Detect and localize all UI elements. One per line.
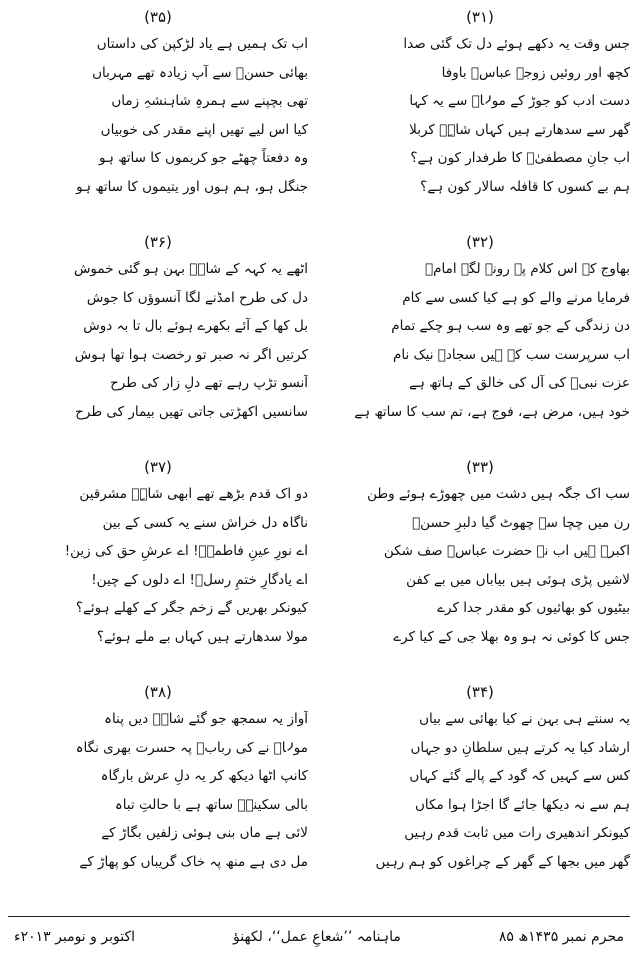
- stanza-35: [8, 6, 308, 231]
- verse-line: سب اک جگہ ہیں دشت میں چھوڑے ہوئے وطن: [367, 486, 630, 502]
- stanza-34: [330, 681, 630, 906]
- verse-line: کیونکر اندھیری رات میں ثابت قدم رہیں: [404, 825, 630, 841]
- verse-line: دن زندگی کے جو تھے وہ سب ہو چکے تمام: [391, 318, 630, 334]
- verse-line: آنسو تڑپ رہے تھے دلِ زار کی طرح: [110, 375, 308, 391]
- verse-line: خود ہیں، مرض ہے، فوج ہے، تم سب کا ساتھ ہے: [354, 403, 630, 420]
- verse-line: بیٹیوں کو بھائیوں کو مقدر جدا کرے: [437, 600, 630, 616]
- stanza-number: (۳۵): [144, 8, 172, 26]
- stanza-36: [8, 231, 308, 456]
- stanza-number: (۳۳): [466, 458, 494, 476]
- verse-line: سانسیں اکھڑتی جاتی تھیں بیمار کی طرح: [75, 403, 308, 420]
- verse-line: لاشیں پڑی ہوئی ہیں بیاباں میں بے کفن: [406, 571, 630, 588]
- verse-line: یہ سنتے ہی بہن نے کیا بھائی سے بیاں: [419, 711, 630, 727]
- verse-line: کانپ اٹھا دیکھ کر یہ دلِ عرش بارگاہ: [100, 768, 308, 784]
- right-column: [330, 6, 630, 906]
- verse-line: ہم بے کسوں کا قافلہ سالار کون ہے؟: [420, 178, 630, 195]
- verse-line: کچھ اور روئیں زوجۂ عباسؑ باوفا: [441, 64, 630, 81]
- verse-line: کرتیں اگر نہ صبر تو رخصت ہوا تھا ہوش: [74, 346, 308, 363]
- stanza-number: (۳۱): [466, 8, 494, 26]
- stanza-37: [8, 456, 308, 681]
- verse-line: گھر میں بجھا کے گھر کے چراغوں کو ہم رہیں: [375, 853, 630, 870]
- verse-line: اب جانِ مصطفیٰؐ کا طرفدار کون ہے؟: [410, 150, 630, 166]
- footer-page-number: محرم نمبر ۱۴۳۵ھ ۸۵: [498, 929, 624, 945]
- stanza-number: (۳۶): [144, 233, 172, 251]
- verse-line: اب سرپرست سب کے ہیں سجادؑ نیک نام: [393, 346, 630, 363]
- document-page: [8, 6, 630, 906]
- verse-line: بھائی حسنؑ سے آپ زیادہ تھے مہرباں: [92, 64, 308, 81]
- stanza-32: [330, 231, 630, 456]
- page-footer: [14, 922, 624, 952]
- verse-line: کس سے کہیں کہ گود کے پالے گئے کہاں: [409, 768, 630, 784]
- verse-line: دل کی طرح امڈنے لگا آنسوؤں کا جوش: [86, 289, 308, 306]
- verse-line: کیا اس لیے تھیں اپنے مقدر کی خوبیاں: [100, 121, 308, 138]
- verse-line: جس وقت یہ دکھے ہوئے دل تک گئی صدا: [403, 36, 630, 52]
- left-column: [8, 6, 308, 906]
- verse-line: لائی ہے ماں بنی ہوئی زلفیں بگاڑ کے: [101, 825, 308, 841]
- verse-line: تھی بچپنے سے ہمرہِ شاہنشہِ زماں: [111, 93, 308, 109]
- verse-line: جنگل ہو، ہم ہوں اور یتیموں کا ساتھ ہو: [76, 178, 308, 195]
- verse-line: دو اک قدم بڑھے تھے ابھی شاہِؑ مشرقین: [79, 486, 308, 502]
- verse-line: عزت نبیؐ کی آل کی خالق کے ہاتھ ہے: [409, 375, 630, 391]
- verse-line: ناگاہ دل خراش سنے یہ کسی کے بین: [102, 514, 308, 531]
- stanza-number: (۳۸): [144, 683, 172, 701]
- verse-line: کیونکر بھریں گے زخم جگر کے کھلے ہوئے؟: [75, 600, 308, 616]
- verse-line: اے نورِ عینِ فاطمہؑ! اے عرشِ حق کی زین!: [64, 543, 308, 559]
- stanza-33: [330, 456, 630, 681]
- verse-line: گھر سے سدھارتے ہیں کہاں شاہِؑ کربلا: [409, 121, 630, 138]
- verse-line: جس کا کوئی نہ ہو وہ بھلا جی کے کیا کرے: [393, 628, 630, 645]
- verse-line: دست ادب کو جوڑ کے مولاؑ سے یہ کہا: [409, 93, 630, 109]
- footer-magazine-name: ماہنامہ ’’شعاعِ عمل‘‘، لکھنؤ: [232, 929, 401, 945]
- verse-line: فرمایا مرنے والے کو ہے کیا کسی سے کام: [402, 289, 630, 306]
- stanza-38: [8, 681, 308, 906]
- verse-line: مل دی ہے منھ پہ خاک گریباں کو پھاڑ کے: [79, 853, 308, 870]
- stanza-number: (۳۴): [466, 683, 494, 701]
- footer-issue-date: اکتوبر و نومبر ۲۰۱۳ء: [14, 929, 135, 945]
- verse-line: آواز یہ سمجھ جو گئے شاہؑ دیں پناہ: [104, 711, 308, 727]
- verse-line: مولا سدھارتے ہیں کہاں بے ملے ہوئے؟: [96, 628, 308, 645]
- verse-line: بل کھا کے آئے بکھرے ہوئے بال تا بہ دوش: [83, 318, 308, 334]
- verse-line: اٹھے یہ کہہ کے شاہؑ بہن ہو گئی خموش: [73, 261, 308, 277]
- verse-line: وہ دفعتاً چھٹے جو کریموں کا ساتھ ہو: [99, 150, 308, 166]
- stanza-number: (۳۲): [466, 233, 494, 251]
- verse-line: اکبرؑ ہیں اب نہ حضرت عباسؑ صف شکن: [383, 543, 630, 559]
- verse-line: ہم سے نہ دیکھا جائے گا اجڑا ہوا مکاں: [415, 796, 630, 813]
- verse-line: اے یادگارِ ختمِ رسلؐ! اے دلوں کے چین!: [91, 571, 308, 588]
- verse-line: بھاوج کے اس کلام پہ رونے لگے امامؑ: [425, 261, 630, 277]
- verse-line: اب تک ہمیں ہے یاد لڑکپن کی داستاں: [96, 36, 308, 52]
- verse-line: بالی سکینہؑ ساتھ ہے با حالتِ تباہ: [114, 796, 308, 813]
- stanza-number: (۳۷): [144, 458, 172, 476]
- verse-line: رن میں چچا سے چھوٹ گیا دلبرِ حسنؑ: [412, 514, 630, 531]
- verse-line: ارشاد کیا یہ کرتے ہیں سلطانِ دو جہاں: [410, 739, 630, 756]
- footer-divider: [8, 916, 630, 917]
- verse-line: مولاؑ نے کی ربابؑ پہ حسرت بھری نگاہ: [75, 739, 308, 756]
- stanza-31: [330, 6, 630, 231]
